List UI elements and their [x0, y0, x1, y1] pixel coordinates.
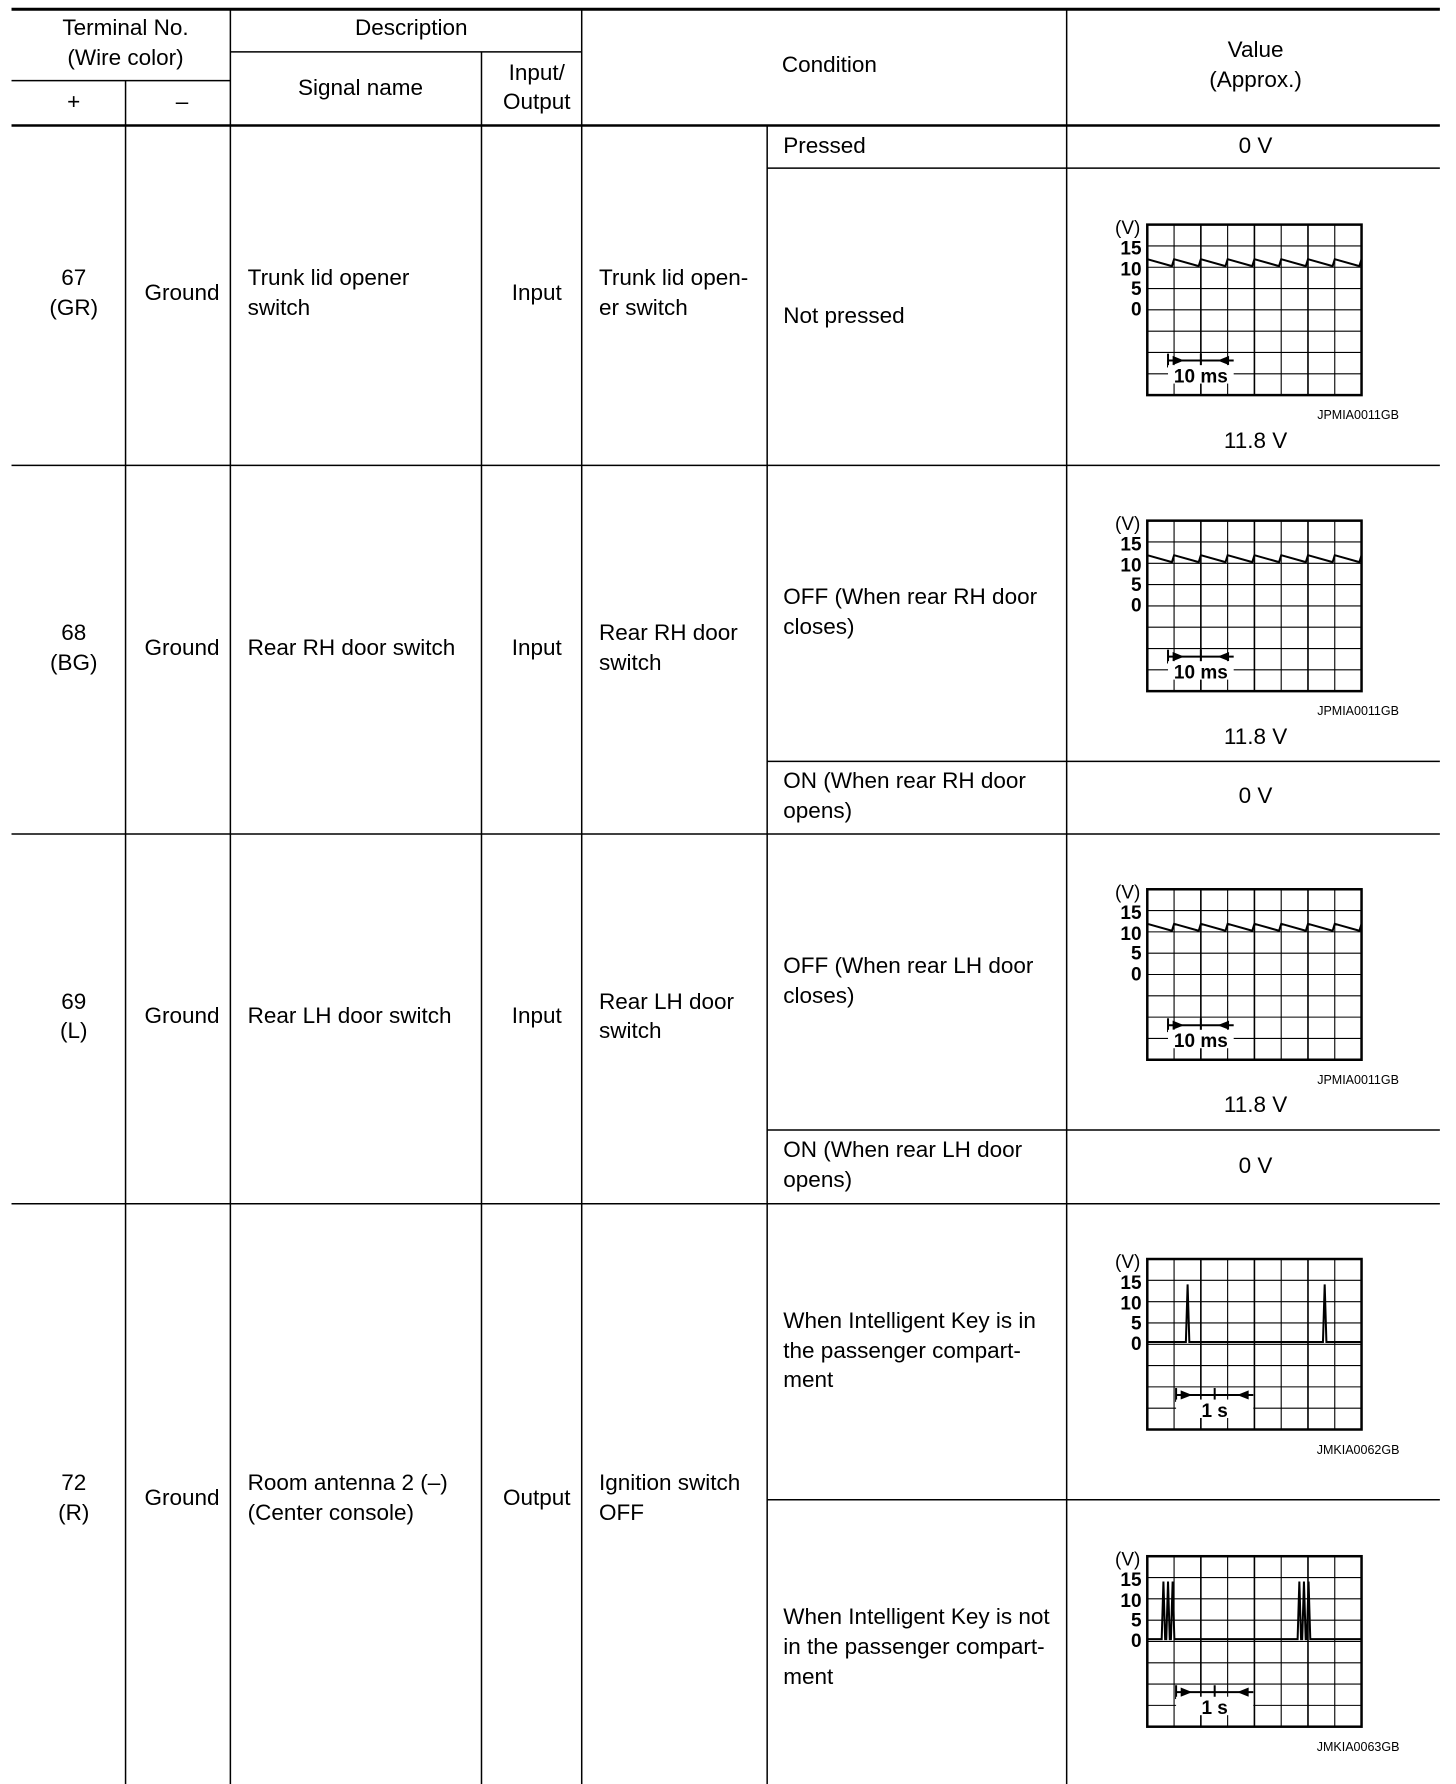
graph-y-tick: 5 — [1130, 278, 1142, 300]
graph-y-tick: 15 — [1120, 534, 1142, 556]
header-approx: (Approx.) — [1209, 66, 1302, 92]
graph-y-tick: 10 — [1120, 555, 1142, 577]
graph-y-tick: 0 — [1130, 964, 1142, 986]
time-marker-arrow — [1173, 1021, 1185, 1030]
state-label: in the passenger compart- — [783, 1633, 1045, 1659]
state-label: opens) — [783, 798, 853, 824]
state-label: ON (When rear LH door — [783, 1137, 1023, 1163]
graph-y-tick: 0 — [1130, 299, 1142, 321]
graph-code: JMKIA0063GB — [1316, 1739, 1400, 1754]
time-marker-arrow — [1181, 1390, 1193, 1399]
state-label: opens) — [783, 1167, 853, 1193]
time-marker-arrow — [1237, 1688, 1249, 1697]
signal-name: switch — [247, 294, 311, 320]
time-scale-label: 1 s — [1201, 1698, 1228, 1720]
header-description: Description — [354, 15, 468, 41]
state-label: ment — [783, 1663, 834, 1689]
state-value: 0 V — [1238, 132, 1273, 158]
state-value: 11.8 V — [1223, 427, 1288, 453]
graph-unit-label: (V) — [1115, 882, 1141, 904]
time-marker-arrow — [1218, 652, 1230, 661]
graph-y-tick: 10 — [1120, 1590, 1142, 1612]
ground-terminal: Ground — [144, 634, 220, 660]
voltage-waveform-graph — [1115, 882, 1362, 1059]
state-label: OFF (When rear RH door — [783, 584, 1038, 610]
graph-code: JPMIA0011GB — [1317, 704, 1399, 719]
graph-y-tick: 0 — [1130, 1631, 1142, 1653]
time-scale-label: 10 ms — [1173, 662, 1228, 684]
input-output: Input — [511, 280, 562, 306]
graph-y-tick: 5 — [1130, 1610, 1142, 1632]
header-value: Value — [1227, 37, 1284, 63]
graph-y-tick: 10 — [1120, 1293, 1142, 1315]
wire-color: (GR) — [49, 295, 99, 321]
signal-name: Trunk lid opener — [247, 265, 410, 291]
terminal-number: 67 — [61, 265, 87, 291]
graph-y-tick: 5 — [1130, 943, 1142, 965]
header-signal-name: Signal name — [297, 75, 424, 101]
ground-terminal: Ground — [144, 1484, 220, 1510]
time-marker-arrow — [1237, 1390, 1249, 1399]
time-marker-arrow — [1218, 1021, 1230, 1030]
header-minus: – — [175, 88, 189, 114]
time-marker-arrow — [1218, 356, 1230, 365]
terminal-number: 69 — [61, 988, 87, 1014]
graph-y-tick: 15 — [1120, 1272, 1142, 1294]
graph-unit-label: (V) — [1115, 1549, 1141, 1571]
terminal-number: 72 — [61, 1469, 87, 1495]
graph-y-tick: 15 — [1120, 903, 1142, 925]
signal-name: Room antenna 2 (–) — [247, 1470, 448, 1496]
input-output: Input — [511, 634, 562, 660]
state-value: 0 V — [1238, 783, 1273, 809]
state-label: When Intelligent Key is not — [783, 1603, 1050, 1629]
terminal-number: 68 — [61, 619, 87, 645]
state-label: the passenger compart- — [783, 1337, 1021, 1363]
voltage-waveform-graph — [1115, 514, 1362, 691]
graph-code: JMKIA0062GB — [1316, 1442, 1400, 1457]
voltage-waveform-graph — [1115, 1549, 1362, 1726]
ground-terminal: Ground — [144, 1003, 220, 1029]
condition-text: Ignition switch — [598, 1470, 741, 1496]
signal-name: Rear RH door switch — [247, 634, 456, 660]
condition-text: Rear RH door — [598, 620, 738, 646]
graph-y-tick: 5 — [1130, 574, 1142, 596]
wire-color: (R) — [58, 1499, 90, 1525]
voltage-waveform-graph — [1115, 1252, 1362, 1429]
header-condition: Condition — [781, 52, 877, 77]
time-scale-label: 10 ms — [1173, 1031, 1228, 1053]
state-label: closes) — [783, 982, 855, 1008]
graph-unit-label: (V) — [1115, 513, 1141, 535]
condition-text: OFF — [598, 1499, 644, 1525]
signal-name: (Center console) — [247, 1499, 414, 1525]
state-value: 11.8 V — [1223, 1092, 1288, 1118]
graph-y-tick: 10 — [1120, 259, 1142, 281]
wire-color: (BG) — [49, 649, 98, 675]
state-label: ON (When rear RH door — [783, 768, 1026, 794]
time-scale-label: 10 ms — [1173, 366, 1228, 388]
voltage-waveform-graph — [1115, 218, 1362, 395]
graph-y-tick: 0 — [1130, 1334, 1142, 1356]
wire-color: (L) — [59, 1018, 88, 1044]
state-label: OFF (When rear LH door — [783, 952, 1034, 978]
state-label: Not pressed — [783, 303, 905, 329]
state-value: 11.8 V — [1223, 723, 1288, 749]
graph-y-tick: 15 — [1120, 1570, 1142, 1592]
time-marker-arrow — [1173, 652, 1185, 661]
state-label: ment — [783, 1367, 834, 1393]
graph-unit-label: (V) — [1115, 1252, 1141, 1274]
header-plus: + — [67, 88, 81, 114]
state-label: closes) — [783, 614, 855, 640]
input-output: Input — [511, 1003, 562, 1029]
state-value: 0 V — [1238, 1153, 1273, 1179]
ground-terminal: Ground — [144, 280, 220, 306]
graph-unit-label: (V) — [1115, 217, 1141, 239]
state-label: When Intelligent Key is in — [783, 1307, 1036, 1333]
input-output: Output — [503, 1484, 571, 1510]
header-input: Input/ — [508, 60, 565, 86]
graph-y-tick: 10 — [1120, 923, 1142, 945]
condition-text: Rear LH door — [598, 988, 735, 1014]
time-marker-arrow — [1181, 1688, 1193, 1697]
header-output: Output — [503, 88, 571, 114]
condition-text: switch — [598, 649, 662, 675]
graph-code: JPMIA0011GB — [1317, 1072, 1399, 1087]
condition-text: er switch — [598, 294, 688, 320]
graph-code: JPMIA0011GB — [1317, 408, 1399, 423]
time-marker-arrow — [1173, 356, 1185, 365]
graph-y-tick: 0 — [1130, 595, 1142, 617]
header-terminal-no: Terminal No. — [62, 15, 189, 41]
condition-text: switch — [598, 1018, 662, 1044]
signal-name: Rear LH door switch — [247, 1003, 452, 1029]
graph-y-tick: 15 — [1120, 238, 1142, 260]
state-label: Pressed — [783, 132, 866, 158]
condition-text: Trunk lid open- — [598, 265, 749, 291]
header-wire-color: (Wire color) — [67, 45, 184, 71]
time-scale-label: 1 s — [1201, 1400, 1228, 1422]
graph-y-tick: 5 — [1130, 1313, 1142, 1335]
